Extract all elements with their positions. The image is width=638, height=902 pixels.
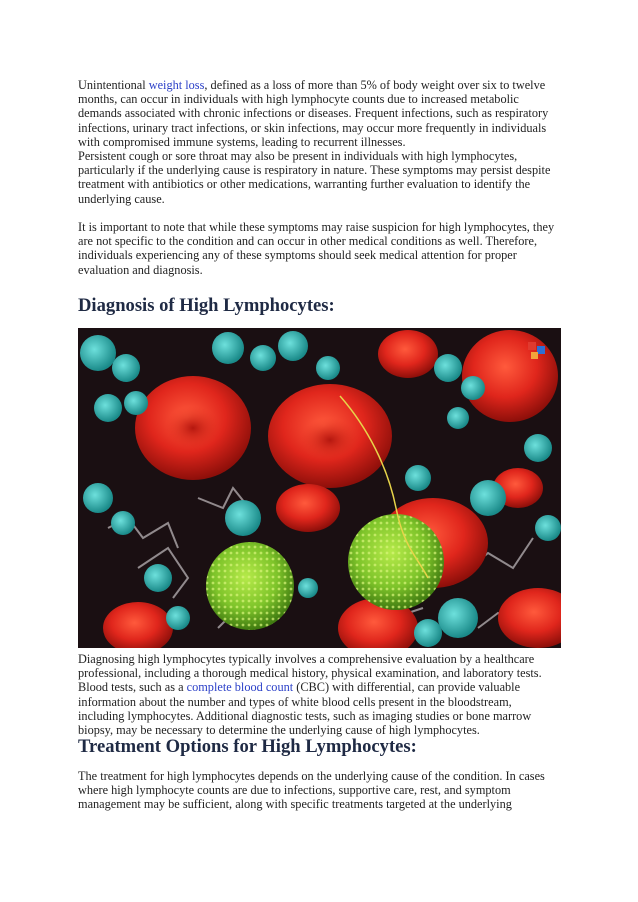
text-line: demands associated with chronic infections or diseases. Frequent infections, such as respiratory <box>78 106 549 121</box>
platelet <box>212 332 244 364</box>
lymphocyte-texture <box>348 514 444 610</box>
complete-blood-count-link[interactable]: complete blood count <box>186 680 294 695</box>
platelet <box>83 483 113 513</box>
platelet <box>438 598 478 638</box>
platelet <box>166 606 190 630</box>
text-line: individuals experiencing any of these symptoms should seek medical attention for proper <box>78 248 517 263</box>
platelet <box>405 465 431 491</box>
text-line: including lymphocytes. Additional diagnostic tests, such as imaging studies or bone marrow <box>78 708 532 723</box>
text-span: Blood tests, such as a <box>78 680 187 695</box>
text-line: It is important to note that while these symptoms may raise suspicion for high lymphocytes, they <box>78 220 555 234</box>
lymphocyte-texture <box>206 542 294 630</box>
platelet <box>535 515 561 541</box>
red-cell <box>276 484 340 532</box>
text-line: are not specific to the condition and can occur in other medical conditions as well. Therefore, <box>78 234 538 249</box>
platelet <box>144 564 172 592</box>
platelet <box>112 354 140 382</box>
text-line: evaluation and diagnosis. <box>78 262 203 277</box>
text-line <box>78 680 564 694</box>
platelet <box>250 345 276 371</box>
text-span: Unintentional <box>78 78 149 92</box>
text-line: months, can occur in individuals with high lymphocyte counts due to increased metabolic <box>78 92 519 107</box>
text-line: Diagnosing high lymphocytes typically involves a comprehensive evaluation by a healthcare <box>78 652 535 666</box>
platelet <box>80 335 116 371</box>
red-cell-center <box>300 418 360 462</box>
text-line: particularly if the underlying cause is respiratory in nature. These symptoms may persist despite <box>78 163 551 178</box>
platelet <box>124 391 148 415</box>
text-line: Persistent cough or sore throat may also be present in individuals with high lymphocytes, <box>78 149 518 164</box>
weight-loss-link[interactable]: weight loss <box>148 78 205 92</box>
heading-diagnosis: Diagnosis of High Lymphocytes: <box>78 295 335 316</box>
red-cell <box>378 330 438 378</box>
platelet <box>278 331 308 361</box>
text-line: infections, urinary tract infections, or skin infections, may occur more frequently in individuals <box>78 120 547 135</box>
platelet <box>447 407 469 429</box>
platelet <box>111 511 135 535</box>
text-line: with compromised immune systems, leading to recurrent illnesses. <box>78 134 406 149</box>
text-line: The treatment for high lymphocytes depends on the underlying cause of the condition. In cases <box>78 769 545 783</box>
text-line: professional, including a thorough medical history, physical examination, and laboratory tests. <box>78 666 542 681</box>
text-line: management may be sufficient, along with specific treatments targeted at the underlying <box>78 797 512 812</box>
paragraph-symptoms <box>78 78 564 206</box>
platelet <box>298 578 318 598</box>
platelet <box>524 434 552 462</box>
text-line: where high lymphocyte counts are due to infections, supportive care, rest, and symptom <box>78 783 511 798</box>
micrograph-blood-cells <box>78 328 561 648</box>
micrograph-svg <box>78 328 561 648</box>
red-cell <box>462 330 558 422</box>
text-line <box>78 78 564 92</box>
platelet <box>316 356 340 380</box>
platelet <box>461 376 485 400</box>
text-line: treatment with antibiotics or other medications, warranting further evaluation to identify the <box>78 177 531 192</box>
platelet <box>434 354 462 382</box>
paragraph-treatment <box>78 769 564 812</box>
paragraph-note <box>78 220 564 277</box>
text-line: information about the number and types of white blood cells present in the bloodstream, <box>78 694 512 709</box>
text-line: biopsy, may be necessary to determine the underlying cause of high lymphocytes. <box>78 723 480 738</box>
platelet <box>225 500 261 536</box>
platelet <box>94 394 122 422</box>
text-line: underlying cause. <box>78 191 165 206</box>
paragraph-diagnosis <box>78 652 564 737</box>
red-cell-center <box>165 406 221 450</box>
platelet <box>470 480 506 516</box>
text-span: , defined as a loss of more than 5% of body weight over six to twelve <box>204 78 546 92</box>
heading-treatment: Treatment Options for High Lymphocytes: <box>78 736 417 757</box>
platelet <box>414 619 442 647</box>
text-span: (CBC) with differential, can provide valuable <box>293 680 521 695</box>
